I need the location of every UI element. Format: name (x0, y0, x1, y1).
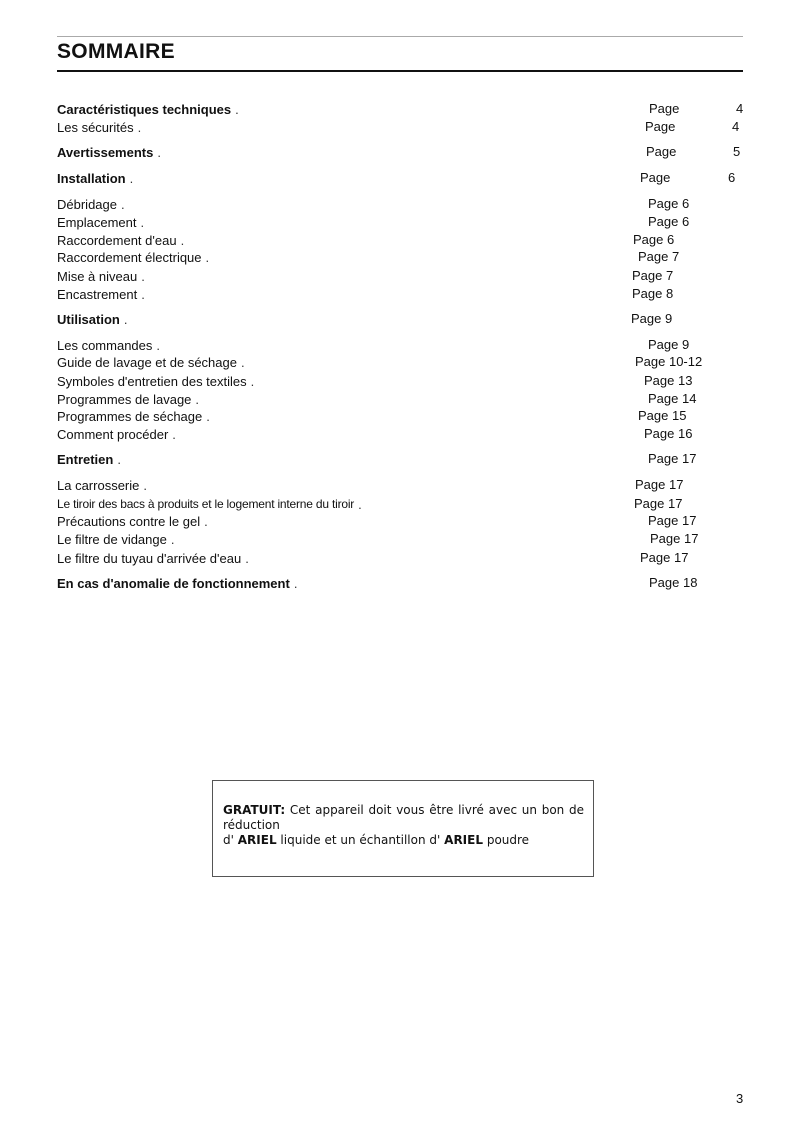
toc-entry[interactable] (57, 513, 642, 529)
toc-label: Installation (57, 170, 126, 186)
toc-page: Page 9 (648, 337, 690, 352)
dot-leader (137, 287, 626, 302)
toc-label: Débridage (57, 196, 117, 212)
dot-leader (202, 250, 632, 265)
toc-label: Caractéristiques techniques (57, 101, 232, 117)
dot-leader (137, 269, 626, 284)
toc-label: Les commandes (57, 337, 153, 353)
toc-page: Page 9 (631, 311, 673, 326)
toc-label: Utilisation (57, 311, 120, 327)
dot-leader (231, 102, 643, 117)
toc-entry[interactable] (57, 311, 625, 327)
dot-leader (153, 145, 640, 160)
dot-leader (134, 120, 639, 135)
toc-page-word: Page (646, 144, 677, 159)
toc-page: Page 7 (632, 268, 674, 283)
toc-page-word: Page (649, 101, 680, 116)
toc-entry[interactable] (57, 451, 642, 467)
toc-label: Guide de lavage et de séchage (57, 354, 237, 370)
toc-label: Le filtre du tuyau d'arrivée d'eau (57, 550, 242, 566)
notice-line-1 (223, 803, 584, 818)
toc-label: Comment procéder (57, 426, 169, 442)
toc-page: Page 10-12 (635, 354, 703, 369)
toc-page-num: 6 (728, 170, 736, 185)
dot-leader (152, 338, 642, 353)
dot-leader (290, 576, 643, 591)
toc-entry[interactable] (57, 119, 639, 135)
toc-entry[interactable] (57, 101, 643, 117)
dot-leader (168, 427, 638, 442)
toc-label: Avertissements (57, 144, 154, 160)
toc-page: Page 6 (648, 196, 690, 211)
notice-text: poudre (486, 833, 530, 847)
dot-leader (354, 497, 628, 512)
toc-entry[interactable] (57, 337, 642, 353)
toc-page: Page 17 (648, 451, 697, 466)
toc-page: Page 6 (633, 232, 675, 247)
toc-entry[interactable] (57, 170, 634, 186)
toc-page: Page 17 (634, 496, 683, 511)
toc-label: Entretien (57, 451, 114, 467)
toc-entry[interactable] (57, 496, 628, 512)
dot-leader (177, 233, 627, 248)
page-title: SOMMAIRE (57, 40, 175, 63)
dot-leader (117, 197, 642, 212)
top-rule (57, 36, 743, 37)
toc-page-num: 4 (732, 119, 740, 134)
toc-page: Page 15 (638, 408, 687, 423)
dot-leader (126, 171, 634, 186)
notice-lead: GRATUIT: (223, 803, 286, 817)
dot-leader (247, 374, 638, 389)
toc-page: Page 18 (649, 575, 698, 590)
toc-page: Page 16 (644, 426, 693, 441)
toc-page: Page 17 (635, 477, 684, 492)
dot-leader (191, 392, 642, 407)
toc-page: Page 7 (638, 249, 680, 264)
toc-entry[interactable] (57, 550, 634, 566)
toc-page-word: Page (645, 119, 676, 134)
dot-leader (237, 355, 629, 370)
toc-label: Programmes de séchage (57, 408, 203, 424)
dot-leader (136, 215, 642, 230)
toc-page: Page 13 (644, 373, 693, 388)
toc-entry[interactable] (57, 575, 643, 591)
toc-entry[interactable] (57, 232, 627, 248)
toc-entry[interactable] (57, 391, 642, 407)
toc-page-word: Page (640, 170, 671, 185)
toc-entry[interactable] (57, 196, 642, 212)
toc-label: Le filtre de vidange (57, 531, 167, 547)
toc-label: Symboles d'entretien des textiles (57, 373, 247, 389)
toc-entry[interactable] (57, 268, 626, 284)
toc-label: La carrosserie (57, 477, 140, 493)
toc-page: Page 17 (648, 513, 697, 528)
toc-page: Page 8 (632, 286, 674, 301)
toc-entry[interactable] (57, 373, 638, 389)
toc-entry[interactable] (57, 249, 632, 265)
toc-entry[interactable] (57, 354, 629, 370)
toc-label: Raccordement d'eau (57, 232, 177, 248)
title-rule (57, 70, 743, 72)
toc-entry[interactable] (57, 531, 644, 547)
page-number: 3 (736, 1091, 744, 1106)
notice-text: réduction (223, 818, 280, 832)
toc-page: Page 14 (648, 391, 697, 406)
toc-label: En cas d'anomalie de fonctionnement (57, 575, 290, 591)
toc-label: Programmes de lavage (57, 391, 192, 407)
toc-entry[interactable] (57, 144, 640, 160)
toc-label: Les sécurités (57, 119, 134, 135)
toc-label: Le tiroir des bacs à produits et le logement interne du tiroir (57, 497, 355, 511)
dot-leader (202, 409, 632, 424)
toc-page-num: 5 (733, 144, 741, 159)
toc-entry[interactable] (57, 408, 632, 424)
brand-name: ARIEL (237, 833, 277, 847)
toc-page-num: 4 (736, 101, 744, 116)
free-sample-notice (212, 780, 594, 877)
toc-entry[interactable] (57, 477, 629, 493)
toc-label: Raccordement électrique (57, 249, 202, 265)
toc-label: Emplacement (57, 214, 137, 230)
toc-entry[interactable] (57, 286, 626, 302)
notice-text: Cet appareil doit vous être livré avec un bon de (289, 803, 584, 817)
notice-text: d' (223, 833, 234, 847)
toc-entry[interactable] (57, 426, 638, 442)
toc-label: Précautions contre le gel (57, 513, 201, 529)
toc-page: Page 17 (650, 531, 699, 546)
dot-leader (139, 478, 629, 493)
toc-page: Page 17 (640, 550, 689, 565)
toc-label: Encastrement (57, 286, 138, 302)
toc-entry[interactable] (57, 214, 642, 230)
dot-leader (120, 312, 625, 327)
dot-leader (113, 452, 642, 467)
dot-leader (241, 551, 634, 566)
notice-text: liquide et un échantillon d' (280, 833, 441, 847)
dot-leader (200, 514, 642, 529)
toc-label: Mise à niveau (57, 268, 138, 284)
dot-leader (167, 532, 644, 547)
toc-page: Page 6 (648, 214, 690, 229)
brand-name: ARIEL (444, 833, 483, 847)
